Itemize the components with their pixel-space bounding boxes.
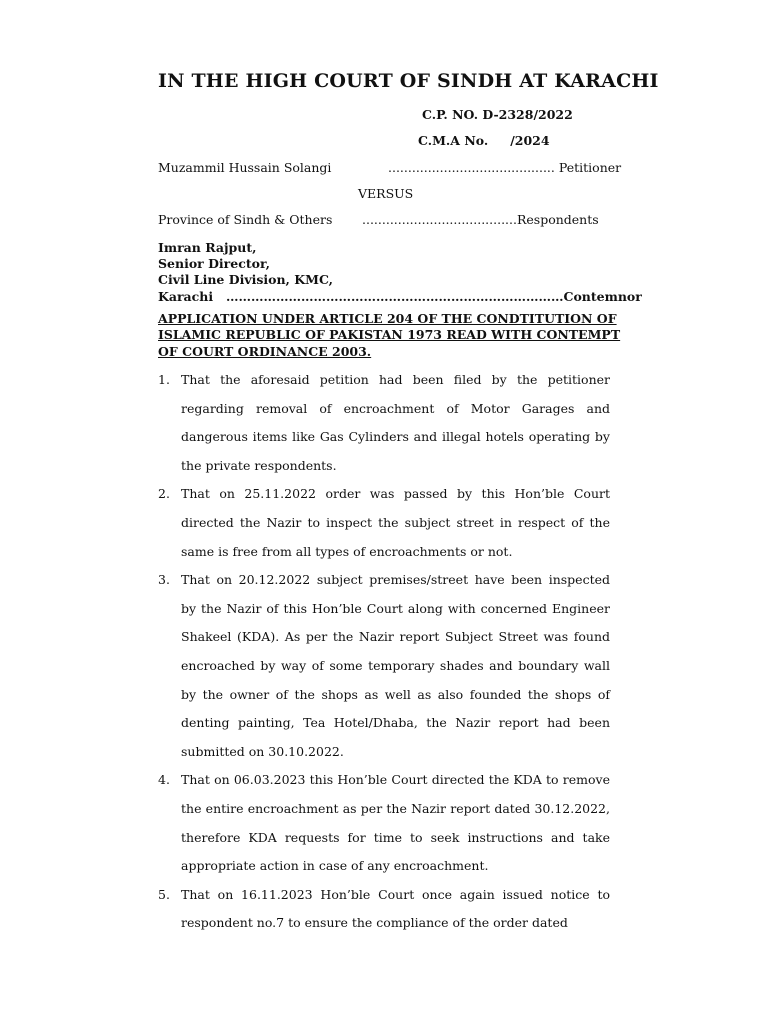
contemnor-city: Karachi [158, 288, 214, 304]
cma-label: C.M.A No. [418, 133, 489, 148]
petitioner-line [158, 160, 622, 175]
paragraph-text: That the aforesaid petition had been filed by the petitioner regarding removal of encroachment of Motor Garages and dangerous items like Gas Cylinders and illegal hotels operating by the private respondents. [181, 372, 610, 473]
application-heading [158, 311, 621, 360]
petitioner-dots: .......................................... [388, 160, 555, 175]
respondents-line [158, 212, 599, 227]
cp-number: C.P. NO. D-2328/2022 [422, 107, 573, 122]
paragraph-number: 1. [158, 372, 170, 387]
contemnor-line: Civil Line Division, KMC, [158, 272, 334, 288]
paragraph [158, 566, 610, 766]
paragraph-text: That on 20.12.2022 subject premises/street have been inspected by the Nazir of this Hon’ble Court along with concerned Engineer Shakeel (KDA). As per the Nazir report Subject Street was found encroached by way of some temporary shades and boundary wall by the owner of the shops as well as also founded the shops of denting painting, Tea Hotel/Dhaba, the Nazir report had been submitted on 30.10.2022. [181, 572, 610, 759]
court-title: IN THE HIGH COURT OF SINDH AT KARACHI [158, 70, 659, 92]
paragraph [158, 480, 610, 566]
contemnor-dots: ……………………………………………………………………… [226, 288, 564, 304]
respondents-leader [362, 212, 599, 227]
paragraph-number: 4. [158, 772, 170, 788]
contemnor-line: Senior Director, [158, 256, 270, 272]
paragraph-number: 3. [158, 572, 170, 588]
respondents-label: Respondents [516, 212, 599, 227]
paragraph-text: That on 16.11.2023 Hon’ble Court once again issued notice to respondent no.7 to ensure the compliance of the order dated [181, 886, 610, 931]
petitioner-label: Petitioner [558, 160, 622, 175]
petitioner-leader [388, 160, 621, 175]
contemnor-leader [226, 289, 642, 305]
application-heading-line: APPLICATION UNDER ARTICLE 204 OF THE CONDTITUTION OF [158, 311, 617, 326]
paragraph-text: That on 06.03.2023 this Hon’ble Court directed the KDA to remove the entire encroachment as per the Nazir report dated 30.12.2022, therefore KDA requests for time to seek instructions and take appropriate action in case of any encroachment. [181, 772, 610, 874]
paragraph-number: 5. [158, 886, 170, 902]
contemnor-label: Contemnor [563, 288, 642, 304]
petitioner-name: Muzammil Hussain Solangi [158, 160, 332, 175]
cma-number [418, 133, 550, 148]
application-heading-line: ISLAMIC REPUBLIC OF PAKISTAN 1973 READ WITH CONTEMPT [158, 327, 621, 343]
paragraph [158, 881, 610, 938]
paragraph-list [158, 366, 610, 938]
contemnor-city-line [158, 288, 642, 305]
paragraph [158, 366, 610, 480]
paragraph-number: 2. [158, 486, 170, 502]
respondents-name: Province of Sindh & Others [158, 212, 333, 227]
paragraph-text: That on 25.11.2022 order was passed by this Hon’ble Court directed the Nazir to inspect the subject street in respect of the same is free from all types of encroachments or not. [181, 486, 610, 559]
cma-value: /2024 [510, 133, 550, 148]
paragraph [158, 766, 610, 880]
contemnor-block [158, 240, 642, 305]
respondents-dots: ....................................... [362, 212, 517, 227]
application-heading-line: OF COURT ORDINANCE 2003. [158, 343, 372, 359]
versus-label: VERSUS [358, 186, 414, 201]
contemnor-line: Imran Rajput, [158, 240, 257, 255]
